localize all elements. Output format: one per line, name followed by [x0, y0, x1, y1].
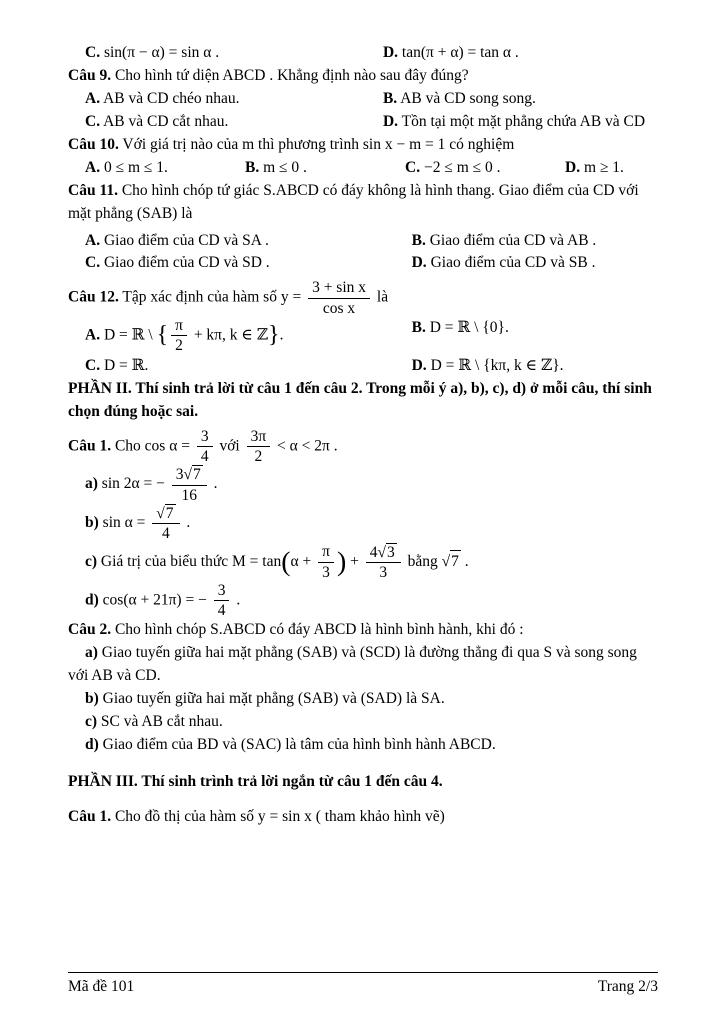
q10-title [68, 134, 658, 157]
item-text: sin 2α = − [97, 475, 169, 493]
option-text: tan(π + α) = tan α . [398, 44, 519, 61]
q12-option-b [412, 317, 658, 355]
q9-option-d [383, 111, 658, 134]
question-text: Cho cos α = [111, 437, 194, 455]
page-footer [68, 972, 658, 998]
q9-options-cd [68, 111, 658, 134]
p2q1-item-a [68, 465, 658, 504]
item-text: sin α = [98, 513, 150, 531]
option-text: Giao điểm của CD và SD . [100, 254, 270, 272]
q11-title [68, 180, 658, 226]
item-text: SC và AB cắt nhau. [97, 712, 223, 730]
option-label: C. [405, 158, 421, 176]
question-text: Cho hình chóp S.ABCD có đáy ABCD là hình bình hành, khi đó : [111, 621, 524, 639]
option-label: D. [382, 44, 399, 61]
option-label: D. [411, 254, 427, 272]
fraction: $\frac{4√3}{3}$ [366, 543, 401, 582]
option-text: AB và CD cắt nhau. [100, 112, 229, 130]
item-text: . [232, 590, 241, 608]
option-label: C. [85, 112, 101, 130]
option-text: 0 ≤ m ≤ 1. [100, 158, 168, 176]
option-label: A. [85, 326, 101, 344]
q9-title [68, 65, 658, 88]
fraction: $\frac{3}{4}$ [197, 428, 213, 466]
p2q2-item-d [68, 734, 658, 757]
question-number: Câu 11. [68, 181, 118, 199]
paren-close: ) [336, 546, 347, 578]
q11-option-b [412, 230, 658, 253]
option-label: B. [382, 89, 398, 107]
option-label: A. [85, 231, 101, 249]
option-text: Giao điểm của CD và SB . [426, 254, 596, 272]
question-text: Cho hình tứ diện ABCD . Khẳng định nào sau đây đúng? [111, 66, 469, 84]
q10-option-c [405, 157, 565, 180]
q9-option-c [85, 111, 383, 134]
question-number: Câu 1. [68, 807, 112, 825]
option-text: Giao điểm của CD và AB . [425, 231, 597, 249]
sqrt: √7 [183, 466, 201, 484]
paren-open: ( [281, 546, 291, 578]
question-number: Câu 1. [68, 437, 112, 455]
p2q2-item-a [68, 642, 658, 688]
fraction: $\frac{3\pi}{2}$ [247, 428, 271, 466]
option-label: D. [382, 112, 399, 130]
option-text: m ≤ 0 . [259, 158, 307, 176]
option-label: C. [85, 356, 101, 374]
option-text: Giao điểm của CD và SA . [100, 231, 269, 249]
q12-option-a [85, 317, 412, 355]
item-text: . [460, 552, 469, 570]
q12-option-c [85, 355, 412, 378]
option-text: D = ℝ \ [100, 326, 157, 344]
question-text: Cho hình chóp tứ giác S.ABCD có đáy không là hình thang. Giao điểm của CD với mặt phẳng (SAB) là [68, 181, 639, 222]
q10-option-a [85, 157, 245, 180]
brace-close: } [268, 322, 280, 349]
item-label: c) [85, 712, 98, 730]
q11-options-ab [68, 230, 658, 253]
fraction: $\frac{√7}{4}$ [152, 504, 179, 543]
footer-page-number: Trang 2/3 [597, 978, 658, 996]
fraction: $\frac{\text{3 + sin x}}{\text{cos x}}$ [308, 279, 370, 317]
option-label: B. [411, 231, 426, 249]
fraction: $\frac{\pi}{3}$ [318, 543, 334, 581]
question-number: Câu 10. [68, 135, 119, 153]
brace-open: { [156, 322, 169, 349]
q12-options-ab [68, 317, 658, 355]
question-text: Tập xác định của hàm số y = [118, 288, 306, 306]
option-text: AB và CD song song. [397, 89, 536, 107]
option-label: A. [85, 158, 101, 176]
option-text: D = ℝ \ {kπ, k ∈ ℤ}. [426, 356, 564, 374]
question-text: Với giá trị nào của m thì phương trình sin x − m = 1 có nghiệm [118, 135, 515, 153]
top-option-d [383, 42, 658, 65]
question-text: < α < 2π . [273, 437, 338, 455]
q10-option-b [245, 157, 405, 180]
q11-option-c [85, 252, 412, 275]
option-text: −2 ≤ m ≤ 0 . [420, 158, 501, 176]
p2q2-item-b [68, 688, 658, 711]
q11-option-d [412, 252, 658, 275]
item-label: a) [85, 644, 98, 662]
item-label: b) [85, 690, 99, 708]
question-text: Cho đồ thị của hàm số y = sin x ( tham khảo hình vẽ) [111, 807, 445, 825]
option-text: . [279, 326, 284, 344]
p2q2-title [68, 619, 658, 642]
option-label: B. [245, 158, 260, 176]
item-text: . [182, 513, 191, 531]
option-text: D = ℝ \ {0}. [425, 319, 509, 337]
item-text: cos(α + 21π) = − [98, 590, 211, 608]
item-text: bằng [403, 552, 442, 570]
top-option-c [85, 42, 383, 65]
q9-option-a [85, 88, 383, 111]
item-text: . [209, 475, 218, 493]
q10-option-d [565, 157, 658, 180]
q11-options-cd [68, 252, 658, 275]
item-label: b) [85, 513, 99, 531]
sqrt: √3 [377, 543, 395, 561]
option-label: A. [85, 89, 101, 107]
part3-heading: PHẦN III. Thí sinh trình trả lời ngắn từ câu 1 đến câu 4. [68, 772, 443, 790]
item-label: d) [85, 590, 99, 608]
q9-option-b [383, 88, 658, 111]
option-text: m ≥ 1. [580, 158, 624, 176]
option-text: sin(π − α) = sin α . [100, 44, 220, 61]
q12-title [68, 279, 658, 317]
item-text: Giao điểm của BD và (SAC) là tâm của hình bình hành ABCD. [98, 735, 496, 753]
fraction: $\frac{3}{4}$ [214, 582, 230, 620]
q11-option-a [85, 230, 412, 253]
option-text: D = ℝ. [100, 356, 149, 374]
fraction: $\frac{3√7}{16}$ [172, 465, 207, 504]
q10-options-row [68, 157, 658, 180]
p2q1-item-b [68, 504, 658, 543]
p3q1-title [68, 806, 658, 829]
sqrt: √7 [442, 550, 461, 574]
item-text: Giao tuyến giữa hai mặt phẳng (SAB) và (SAD) là SA. [98, 690, 445, 708]
question-text: là [373, 288, 389, 306]
item-text: + [346, 552, 363, 570]
item-text: Giao tuyến giữa hai mặt phẳng (SAB) và (SCD) là đường thẳng đi qua S và song song với AB và CD. [68, 644, 637, 685]
fraction: $\frac{\pi}{2}$ [171, 317, 187, 355]
item-label: a) [85, 475, 98, 493]
option-label: C. [85, 44, 101, 61]
question-text: với [215, 437, 244, 455]
item-text: Giá trị của biểu thức M = tan [97, 552, 282, 570]
sqrt: √7 [156, 505, 174, 523]
exam-content [68, 42, 658, 972]
p2q2-item-c [68, 711, 658, 734]
option-label: B. [411, 319, 426, 337]
part2-heading: PHẦN II. Thí sinh trả lời từ câu 1 đến câu 2. Trong mỗi ý a), b), c), d) ở mỗi câu, thí sinh chọn đúng hoặc sai. [68, 379, 652, 420]
footer-exam-code: Mã đề 101 [68, 978, 135, 996]
top-options-row [68, 42, 658, 65]
question-number: Câu 2. [68, 621, 112, 639]
q12-option-d [412, 355, 658, 378]
item-text: α + [290, 552, 316, 570]
option-label: D. [411, 356, 427, 374]
option-text: + kπ, k ∈ ℤ [189, 326, 269, 344]
option-label: C. [85, 254, 101, 272]
p2q1-title [68, 428, 658, 466]
question-number: Câu 9. [68, 66, 112, 84]
option-text: Tồn tại một mặt phẳng chứa AB và CD [398, 112, 646, 130]
p2q1-item-d [68, 582, 658, 620]
question-number: Câu 12. [68, 288, 119, 306]
item-label: c) [85, 552, 98, 570]
q12-options-cd [68, 355, 658, 378]
option-text: AB và CD chéo nhau. [100, 89, 240, 107]
option-label: D. [565, 158, 581, 176]
p2q1-item-c [68, 543, 658, 582]
item-label: d) [85, 735, 99, 753]
q9-options-ab [68, 88, 658, 111]
